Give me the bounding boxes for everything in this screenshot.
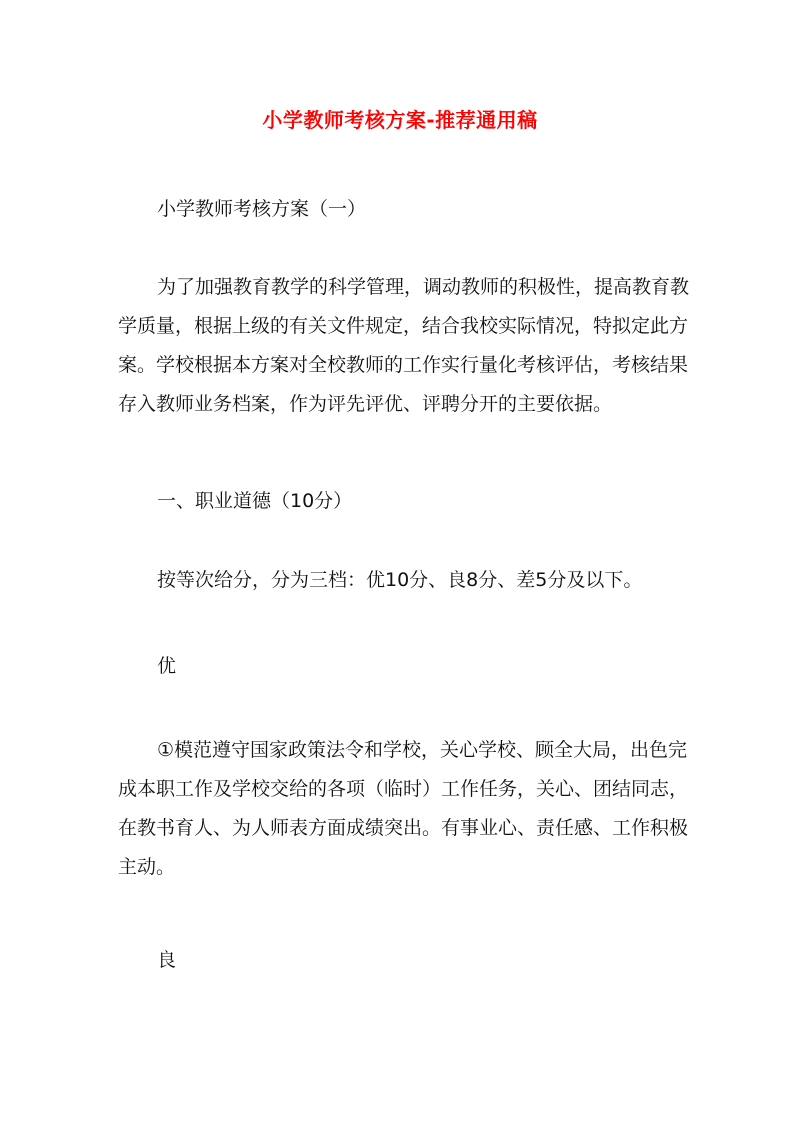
grading-rule-text: 按等次给分，分为三档：优10分、良8分、差5分及以下。 (157, 569, 643, 591)
intro-line: 存入教师业务档案，作为评先评优、评聘分开的主要依据。 (118, 393, 613, 415)
section-1-heading: 一、职业道德（10分） (157, 490, 353, 512)
subtitle-paragraph (118, 190, 684, 229)
excellent-line: 成本职工作及学校交给的各项（临时）工作任务，关心、团结同志， (118, 778, 689, 800)
intro-line: 学质量，根据上级的有关文件规定，结合我校实际情况，特拟定此方 (118, 315, 689, 337)
excellent-criteria-paragraph (118, 731, 689, 887)
grade-good-paragraph (118, 941, 684, 980)
section-heading-paragraph (118, 482, 684, 521)
excellent-line: 主动。 (118, 856, 176, 878)
grade-good-label: 良 (157, 949, 177, 971)
subtitle-text: 小学教师考核方案（一） (157, 198, 367, 220)
grade-excellent-paragraph (118, 647, 684, 686)
intro-line: 案。学校根据本方案对全校教师的工作实行量化考核评估，考核结果 (118, 354, 689, 376)
excellent-line: ①模范遵守国家政策法令和学校，关心学校、顾全大局，出色完 (157, 739, 688, 761)
intro-paragraph (118, 268, 690, 424)
excellent-line: 在教书育人、为人师表方面成绩突出。有事业心、责任感、工作积极 (118, 817, 689, 839)
grade-excellent-label: 优 (157, 655, 177, 677)
intro-line: 为了加强教育教学的科学管理，调动教师的积极性，提高教育教 (157, 276, 690, 298)
document-title: 小学教师考核方案-推荐通用稿 (262, 108, 538, 132)
grading-rule-paragraph (118, 561, 684, 600)
